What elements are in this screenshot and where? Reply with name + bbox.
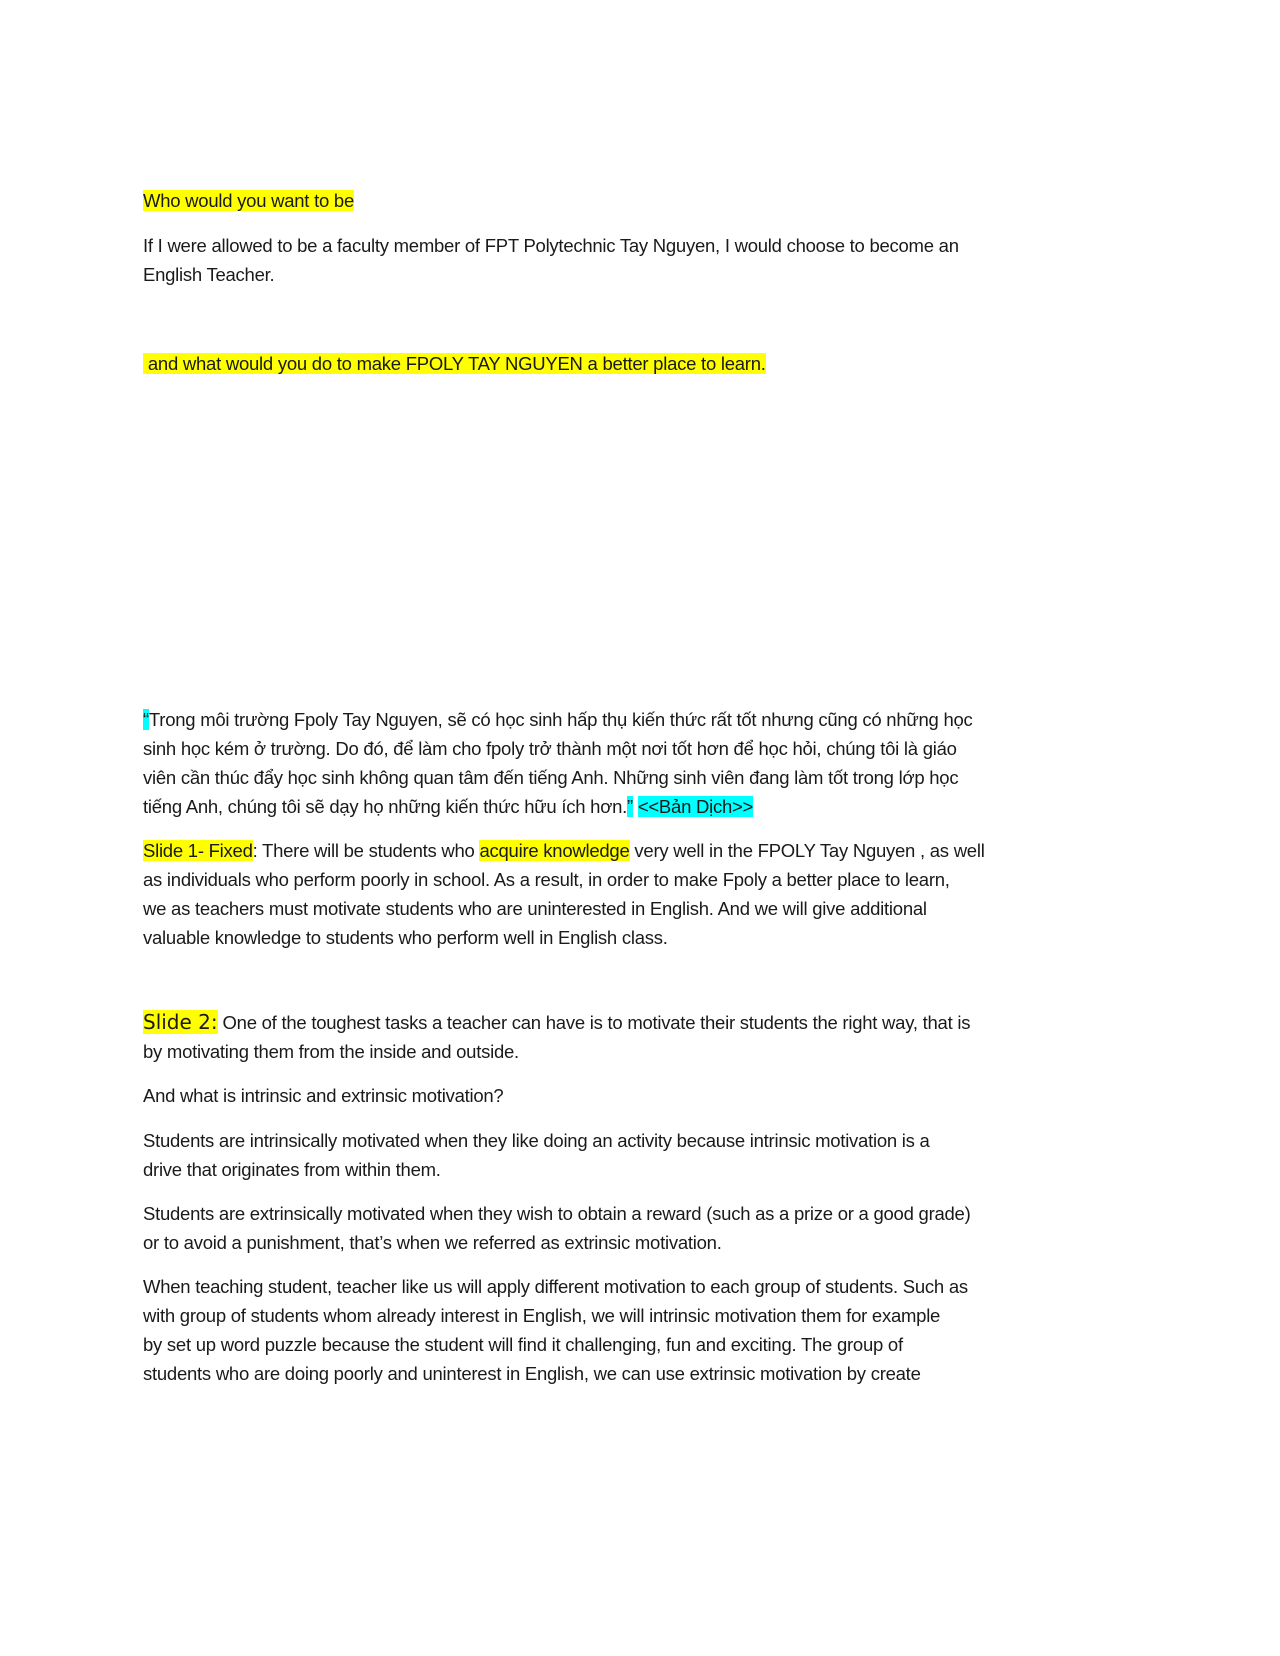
slide1-label: Slide 1- Fixed [143,840,253,861]
teaching-paragraph: When teaching student, teacher like us will apply different motivation to each group of students. Such as with group of students whom already interest in English, we will intrinsic motivation them for example by set up word puzzle because the student will find it challenging, fun and exciting. The group of students who are doing poorly and uninterest in English, we can use extrinsic motivation by create [143,1276,968,1384]
vietnamese-paragraph: “Trong môi trường Fpoly Tay Nguyen, sẽ có học sinh hấp thụ kiến thức rất tốt nhưng cũng có những học sinh học kém ở trường. Do đó, để làm cho fpoly trở thành một nơi tốt hơn để học hỏi, chúng tôi là giáo viên cần thúc đẩy học sinh không quan tâm đến tiếng Anh. Những sinh viên đang làm tốt trong lớp học tiếng Anh, chúng tôi sẽ dạy họ những kiến thức hữu ích hơn.” <<Bản Dịch>> [143,709,973,817]
heading-better-place: and what would you do to make FPOLY TAY NGUYEN a better place to learn. [143,353,766,374]
heading-who-would-you-be: Who would you want to be [143,190,354,211]
slide2-label: Slide 2: [143,1010,218,1034]
question-paragraph: And what is intrinsic and extrinsic motivation? [143,1085,504,1106]
close-quote: ” [627,796,633,817]
slide2-paragraph: Slide 2: One of the toughest tasks a teacher can have is to motivate their students the right way, that is by motivating them from the inside and outside. [143,1010,971,1062]
extrinsic-paragraph: Students are extrinsically motivated when they wish to obtain a reward (such as a prize or a good grade) or to avoid a punishment, that’s when we referred as extrinsic motivation. [143,1203,971,1253]
translation-link[interactable]: <<Bản Dịch>> [637,796,754,817]
paragraph-faculty-choice: If I were allowed to be a faculty member of FPT Polytechnic Tay Nguyen, I would choose to become an English Teacher. [143,235,959,285]
intrinsic-paragraph: Students are intrinsically motivated when they like doing an activity because intrinsic motivation is a drive that originates from within them. [143,1130,930,1180]
highlight-acquire-knowledge: acquire knowledge [479,840,630,861]
open-quote: “ [143,709,149,730]
slide1-paragraph: Slide 1- Fixed: There will be students who acquire knowledge very well in the FPOLY Tay Nguyen , as well as individuals who perform poorly in school. As a result, in order to make Fpoly a better place to learn, we as teachers must motivate students who are uninterested in English. And we will give additional valuable knowledge to students who perform well in English class. [143,840,985,948]
